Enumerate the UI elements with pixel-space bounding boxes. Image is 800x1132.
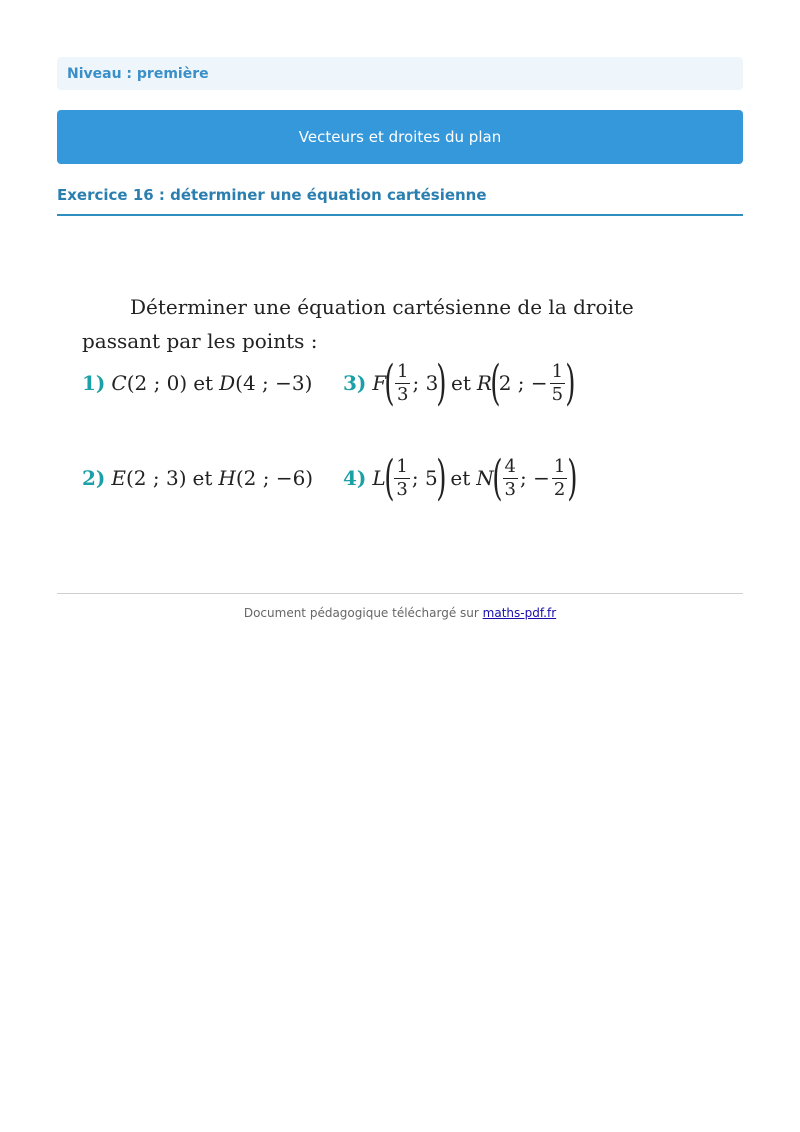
exercise-title: Exercice 16 : déterminer une équation cartésienne bbox=[57, 186, 743, 216]
left-paren: ( bbox=[384, 355, 395, 411]
denominator: 2 bbox=[553, 478, 566, 500]
point-name: C bbox=[111, 371, 127, 395]
point-coords: (2 ; 3) bbox=[126, 466, 187, 490]
right-paren: ) bbox=[436, 355, 447, 411]
numerator: 1 bbox=[553, 455, 566, 477]
separator: ; − bbox=[519, 466, 550, 490]
fraction bbox=[552, 456, 567, 501]
exercise-statement: Déterminer une équation cartésienne de la droite passant par les points : bbox=[82, 295, 634, 353]
footer bbox=[57, 606, 743, 620]
exercise-item-4 bbox=[343, 443, 576, 513]
point-coords: (2 ; 0) bbox=[126, 371, 188, 395]
level-label: Niveau : première bbox=[57, 57, 743, 90]
fraction bbox=[395, 361, 410, 406]
denominator: 3 bbox=[397, 383, 409, 405]
fraction bbox=[503, 456, 518, 501]
point-name: E bbox=[111, 466, 126, 490]
numerator: 4 bbox=[504, 455, 516, 477]
fraction bbox=[550, 361, 565, 406]
fraction bbox=[394, 456, 409, 501]
conjunction: et bbox=[450, 466, 471, 490]
coord-y: ; 3 bbox=[412, 371, 439, 395]
exercise-item-1 bbox=[82, 348, 312, 418]
right-paren: ) bbox=[565, 355, 576, 411]
left-paren: ( bbox=[492, 450, 503, 506]
numerator: 1 bbox=[396, 455, 408, 477]
right-paren: ) bbox=[567, 450, 578, 506]
denominator: 3 bbox=[504, 478, 516, 500]
item-number: 3) bbox=[343, 371, 367, 395]
coord-y: ; 5 bbox=[411, 466, 438, 490]
conjunction: et bbox=[192, 466, 213, 490]
coord-x: 2 ; − bbox=[498, 371, 548, 395]
footer-link[interactable]: maths-pdf.fr bbox=[482, 606, 557, 620]
point-name: R bbox=[476, 371, 492, 395]
point-name: N bbox=[476, 466, 494, 490]
exercise-item-2 bbox=[82, 443, 313, 513]
exercise-item-3 bbox=[343, 348, 574, 418]
point-name: D bbox=[219, 371, 236, 395]
point-name: L bbox=[372, 466, 386, 490]
conjunction: et bbox=[193, 371, 214, 395]
item-number: 2) bbox=[82, 466, 106, 490]
point-name: H bbox=[218, 466, 236, 490]
numerator: 1 bbox=[397, 360, 409, 382]
left-paren: ( bbox=[490, 355, 501, 411]
footer-text: Document pédagogique téléchargé sur bbox=[243, 606, 479, 620]
footer-divider bbox=[57, 593, 743, 594]
item-number: 4) bbox=[343, 466, 367, 490]
denominator: 3 bbox=[396, 478, 408, 500]
point-coords: (4 ; −3) bbox=[235, 371, 313, 395]
left-paren: ( bbox=[383, 450, 395, 506]
item-number: 1) bbox=[82, 371, 106, 395]
point-name: F bbox=[372, 371, 387, 395]
numerator: 1 bbox=[551, 360, 564, 382]
denominator: 5 bbox=[551, 383, 564, 405]
conjunction: et bbox=[451, 371, 471, 395]
right-paren: ) bbox=[435, 450, 447, 506]
chapter-banner: Vecteurs et droites du plan bbox=[57, 110, 743, 164]
point-coords: (2 ; −6) bbox=[235, 466, 314, 490]
